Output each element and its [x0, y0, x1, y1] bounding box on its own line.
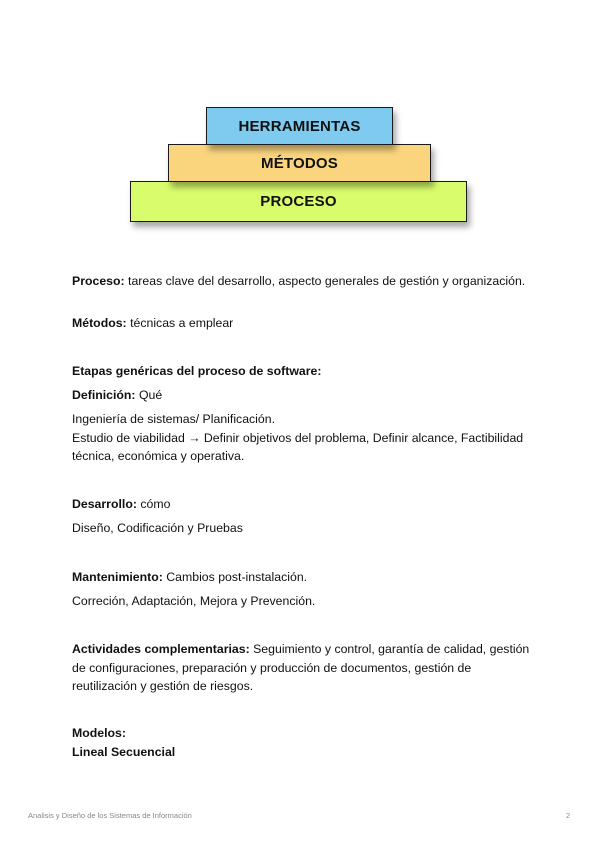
- methods-term: Métodos:: [72, 316, 127, 330]
- footer-title: Analisis y Diseño de los Sistemas de Información: [28, 811, 192, 820]
- definition-line-2: Estudio de viabilidad → Definir objetivos del problema, Definir alcance, Factibilidad técnica, económica y operativa.: [72, 430, 524, 463]
- activities-term: Actividades complementarias:: [72, 642, 250, 656]
- development-term: Desarrollo:: [72, 497, 137, 511]
- development-details: [72, 519, 532, 538]
- process-term: Proceso:: [72, 274, 125, 288]
- pyramid-layer-methods: [168, 144, 431, 182]
- development-stage: [72, 495, 532, 514]
- definition-line-1: Ingeniería de sistemas/ Planificación.: [72, 412, 276, 426]
- complementary-activities: [72, 640, 532, 696]
- maintenance-stage: [72, 568, 532, 587]
- pyramid-layer-methods-label: MÉTODOS: [261, 154, 338, 172]
- methods-text: técnicas a emplear: [126, 316, 234, 330]
- activities-text: Seguimiento y control, garantía de calidad, gestión de configuraciones, preparación y producción de documentos, gestión de reutilización y gestión de riesgos.: [72, 642, 530, 693]
- pyramid-layer-tools: [206, 107, 393, 145]
- models-heading: Modelos:: [72, 726, 126, 740]
- maintenance-text: Cambios post-instalación.: [162, 570, 308, 584]
- definition-stage: [72, 386, 532, 405]
- stages-heading-text: Etapas genéricas del proceso de software:: [72, 364, 322, 378]
- maintenance-line: Correción, Adaptación, Mejora y Prevención.: [72, 594, 316, 608]
- definition-term: Definición:: [72, 388, 136, 402]
- models-section: [72, 724, 532, 761]
- pyramid-layer-process: [130, 181, 467, 222]
- definition-text: Qué: [135, 388, 163, 402]
- models-first: Lineal Secuencial: [72, 744, 176, 759]
- definition-details: [72, 410, 532, 466]
- pyramid-layer-process-label: PROCESO: [260, 193, 337, 210]
- methods-definition: [72, 314, 532, 333]
- development-line: Diseño, Codificación y Pruebas: [72, 521, 243, 535]
- maintenance-details: [72, 592, 532, 611]
- process-text: tareas clave del desarrollo, aspecto generales de gestión y organización.: [124, 274, 526, 288]
- maintenance-term: Mantenimiento:: [72, 570, 163, 584]
- pyramid-layer-tools-label: HERRAMIENTAS: [238, 117, 361, 135]
- process-definition: [72, 272, 532, 291]
- development-text: cómo: [136, 497, 171, 511]
- stages-heading: [72, 362, 532, 381]
- footer-page-number: 2: [566, 811, 571, 820]
